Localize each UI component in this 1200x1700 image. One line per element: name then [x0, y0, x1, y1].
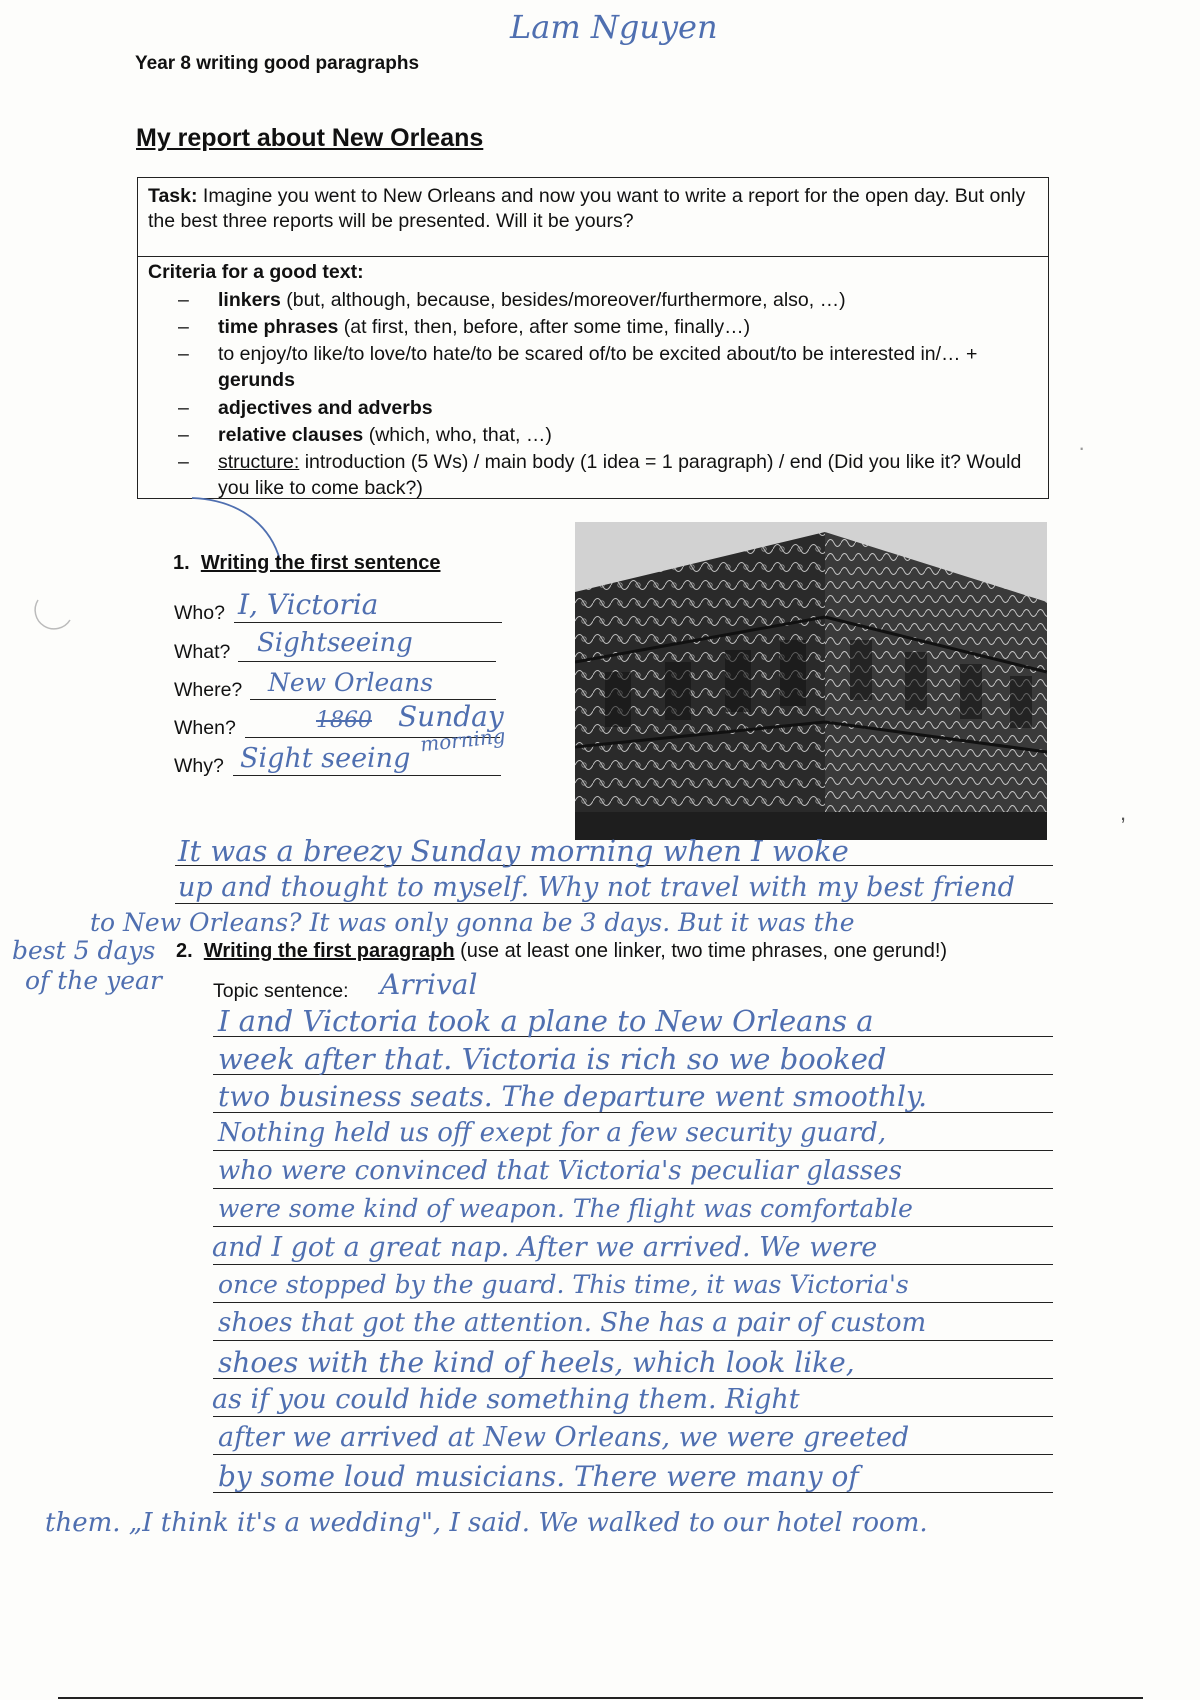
section2-number: 2.	[176, 940, 193, 962]
student-signature: Lam Nguyen	[510, 8, 718, 46]
task-box	[137, 177, 1049, 257]
criteria-item-rest: introduction (5 Ws) / main body (1 idea = 1 paragraph) / end (Did you like it? Would you like to come back?)	[218, 451, 1022, 499]
task-description: Imagine you went to New Orleans and now you want to write a report for the open day. But only the best three reports will be presented. Will it be yours?	[148, 185, 1026, 232]
paragraph-line: Nothing held us off exept for a few security guard,	[218, 1118, 887, 1148]
ruled-line	[213, 1264, 1053, 1265]
paragraph-line: as if you could hide something them. Right	[212, 1384, 800, 1415]
criteria-item-underlined: structure:	[218, 451, 300, 473]
paragraph-line: shoes with the kind of heels, which look like,	[218, 1346, 855, 1379]
criteria-item-bold: linkers	[218, 289, 281, 311]
paragraph-line: after we arrived at New Orleans, we were greeted	[218, 1422, 910, 1453]
section1-number: 1.	[173, 552, 190, 574]
answer-when-crossed: 1860	[316, 708, 372, 733]
criteria-item-bold: time phrases	[218, 316, 339, 338]
ruled-line	[213, 1416, 1053, 1417]
paragraph-line: two business seats. The departure went smoothly.	[218, 1080, 927, 1113]
ruled-line	[213, 1302, 1053, 1303]
answer-line	[233, 775, 501, 776]
paragraph-line: I and Victoria took a plane to New Orleans a	[218, 1004, 874, 1038]
ruled-line	[175, 903, 1053, 904]
topic-sentence-label: Topic sentence:	[213, 980, 349, 1002]
criteria-item-bold: adjectives and adverbs	[218, 397, 433, 419]
report-title: My report about New Orleans	[136, 124, 484, 152]
paragraph-line: by some loud musicians. There were many of	[218, 1460, 859, 1493]
paragraph-line: them. „I think it's a wedding", I said. We walked to our hotel room.	[45, 1508, 928, 1538]
hole-punch-mark	[28, 594, 78, 634]
task-label: Task:	[148, 185, 198, 207]
criteria-item-rest: (but, although, because, besides/moreover/furthermore, also, …)	[280, 289, 846, 311]
section1-heading	[173, 552, 440, 575]
answer-line	[238, 661, 496, 662]
answer-when: Sunday	[398, 700, 504, 733]
criteria-item-bold: gerunds	[218, 369, 295, 391]
section2-title: Writing the first paragraph	[203, 940, 455, 962]
answer-what: Sightseeing	[257, 628, 413, 658]
first-sentence-line: to New Orleans? It was only gonna be 3 days. But it was the	[90, 908, 855, 937]
answer-who: I, Victoria	[238, 588, 379, 621]
q-label: Who?	[174, 602, 225, 624]
margin-dot: ·	[1078, 435, 1086, 460]
answer-line	[234, 622, 502, 623]
paragraph-line: once stopped by the guard. This time, it was Victoria's	[218, 1270, 909, 1299]
margin-note: of the year	[25, 966, 162, 995]
paragraph-line: shoes that got the attention. She has a pair of custom	[218, 1308, 927, 1338]
section1-title: Writing the first sentence	[200, 552, 441, 574]
criteria-item-rest: (at first, then, before, after some time, finally…)	[338, 316, 751, 338]
q-label: When?	[174, 717, 236, 739]
first-sentence-line: up and thought to myself. Why not travel with my best friend	[178, 872, 1015, 903]
q-label: Where?	[174, 679, 243, 701]
margin-tick: ,	[1120, 800, 1127, 825]
paragraph-line: week after that. Victoria is rich so we booked	[218, 1042, 887, 1076]
section2-heading	[176, 940, 947, 963]
first-sentence-line: It was a breezy Sunday morning when I woke	[178, 834, 849, 868]
q-label: What?	[174, 641, 231, 663]
paragraph-line: and I got a great nap. After we arrived. We were	[212, 1232, 878, 1263]
new-orleans-building-photo	[575, 522, 1047, 840]
section2-note: (use at least one linker, two time phrases, one gerund!)	[454, 940, 948, 962]
worksheet-title: Year 8 writing good paragraphs	[135, 53, 420, 74]
ruled-line	[213, 1188, 1053, 1189]
criteria-box: Criteria for a good text: – linkers (but, although, because, besides/moreover/furthermore, also, …) – time phrases (at first, then, before, after some time, finally…) – to enjoy/to like/to love/to hate/to be scared of/to be excited about/to be interested in/… + gerunds – adjectives and adverbs – relative clauses (which, who, that, …) – structure: introduction (5 Ws) / main body (1 idea = 1 paragraph) / end (Did you like it? Would you like to come back?)	[137, 256, 1049, 499]
topic-sentence-answer: Arrival	[380, 968, 478, 1001]
criteria-heading: Criteria for a good text:	[148, 261, 364, 283]
answer-where: New Orleans	[268, 668, 434, 697]
ruled-line	[213, 1340, 1053, 1341]
answer-when-extra: morning	[418, 723, 507, 757]
ruled-line	[213, 1454, 1053, 1455]
ruled-line	[213, 1150, 1053, 1151]
criteria-item-bold: relative clauses	[218, 424, 364, 446]
q-label: Why?	[174, 755, 224, 777]
paragraph-line: who were convinced that Victoria's peculiar glasses	[218, 1156, 902, 1186]
page-bottom-rule	[58, 1697, 1143, 1699]
margin-note: best 5 days	[12, 936, 156, 965]
task-text	[148, 184, 1033, 234]
ruled-line	[213, 1226, 1053, 1227]
criteria-item-rest: to enjoy/to like/to love/to hate/to be scared of/to be excited about/to be interested in/… +	[218, 343, 978, 365]
criteria-item-rest: (which, who, that, …)	[363, 424, 552, 446]
paragraph-line: were some kind of weapon. The flight was comfortable	[218, 1194, 913, 1223]
answer-why: Sight seeing	[240, 743, 411, 774]
